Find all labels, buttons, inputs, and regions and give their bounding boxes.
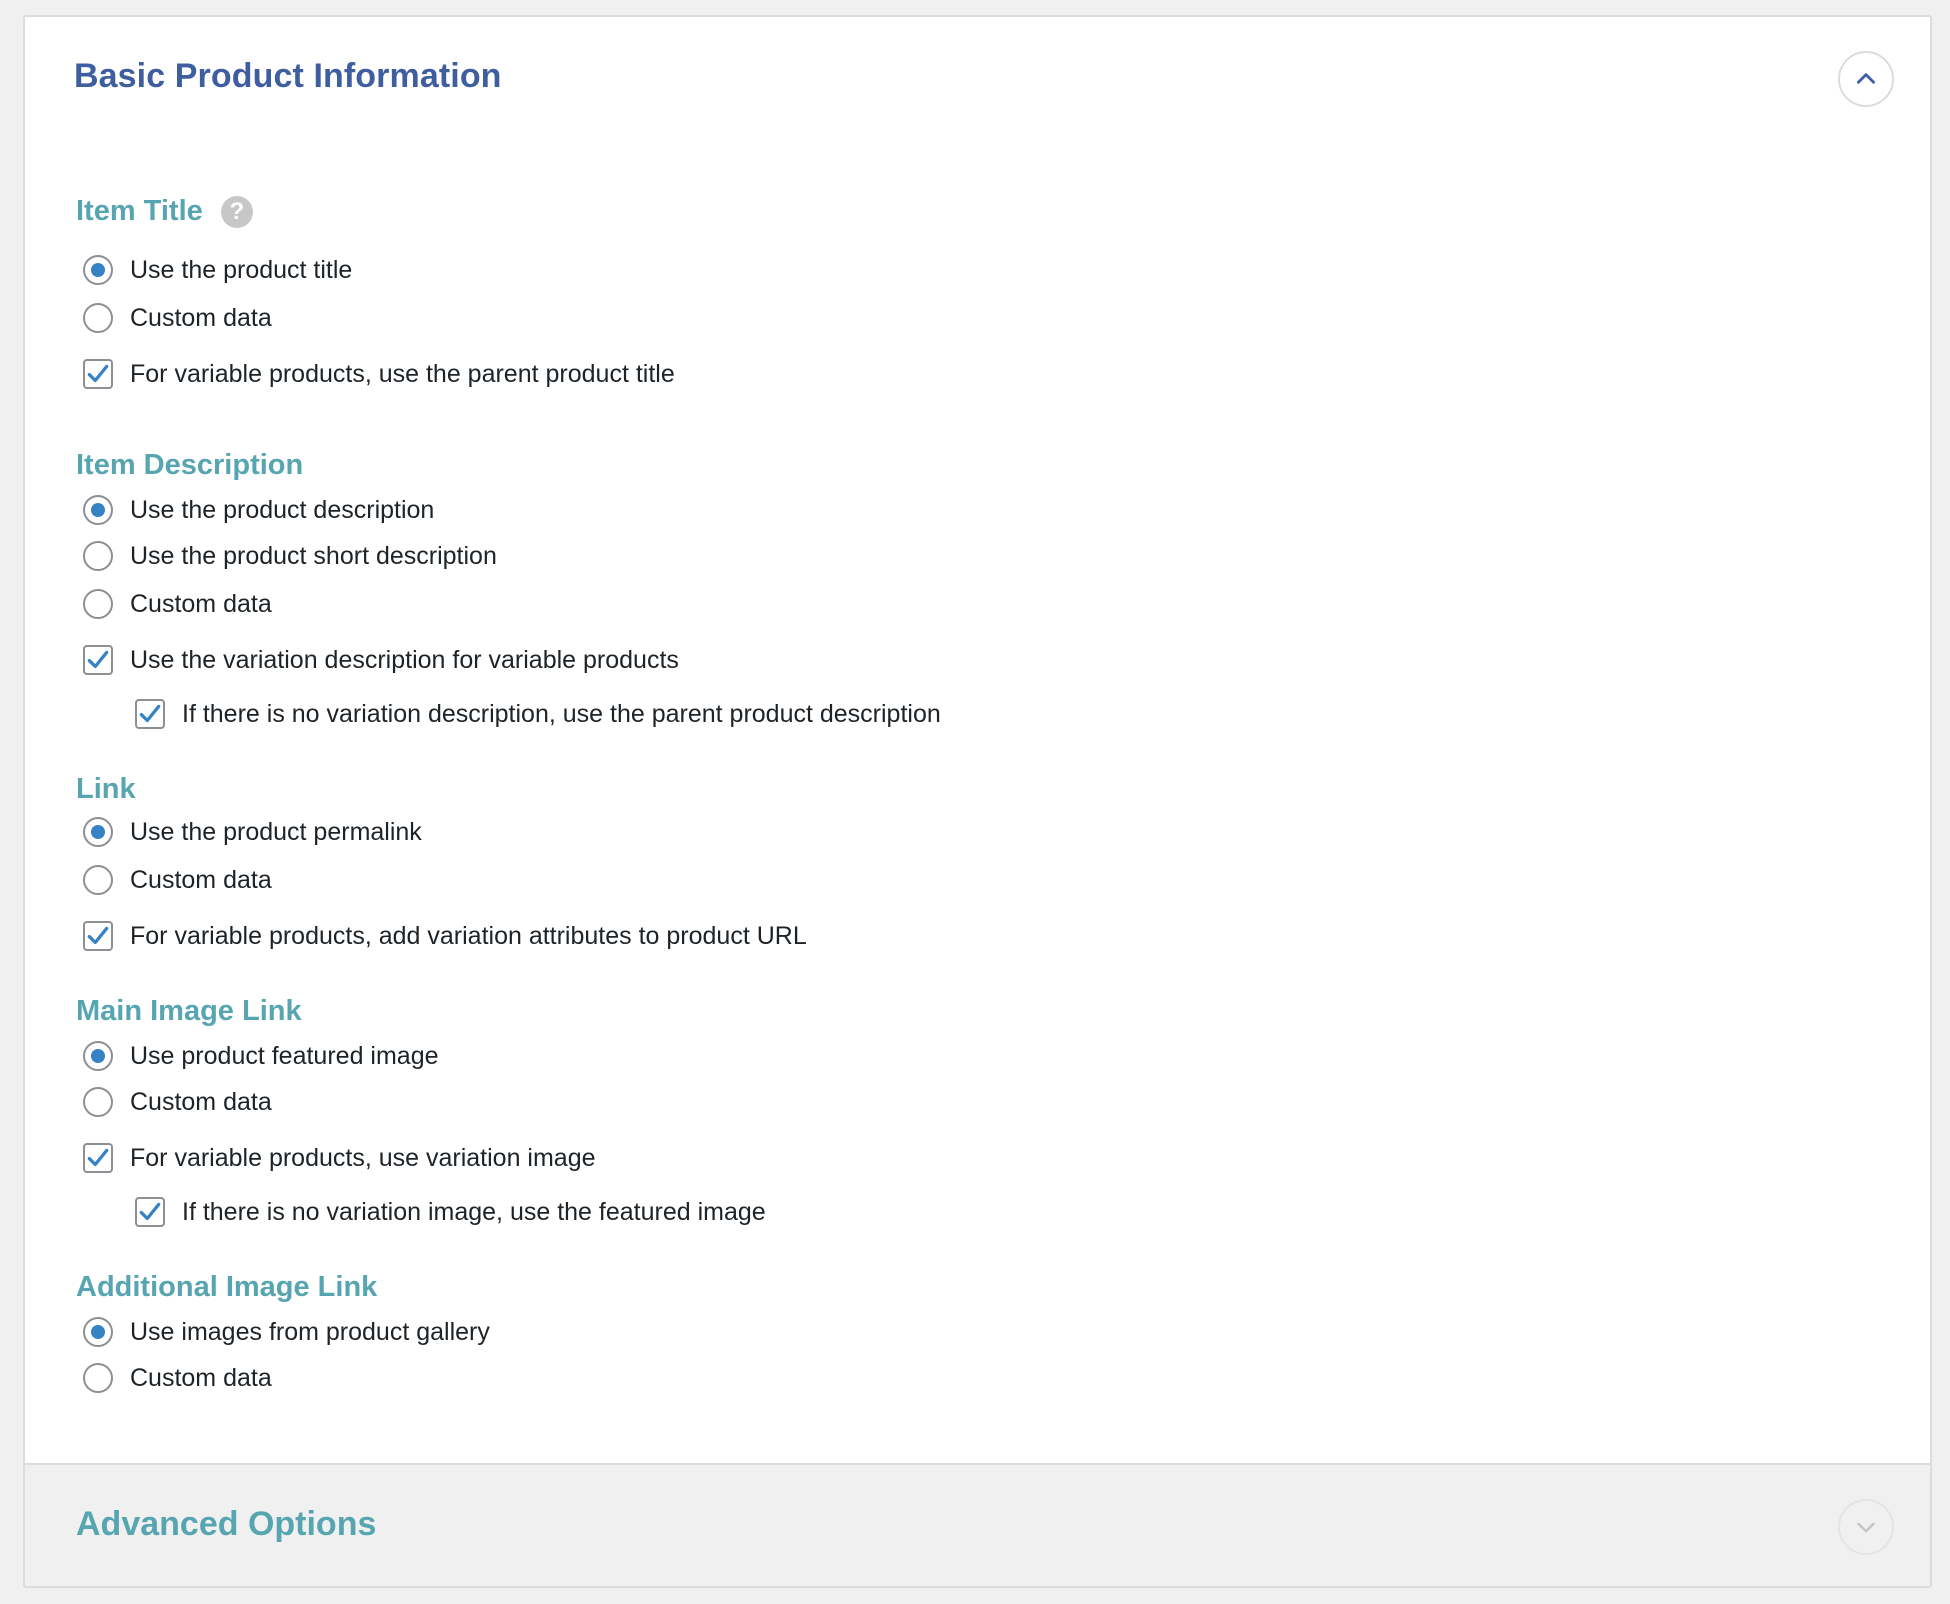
radio-label: Use the product short description — [130, 541, 497, 570]
checkbox[interactable] — [135, 699, 165, 729]
radio-button[interactable] — [83, 1087, 113, 1117]
radio-button[interactable] — [83, 303, 113, 333]
radio-option-custom-data[interactable] — [83, 303, 272, 333]
radio-option-use-product-title[interactable] — [83, 255, 352, 285]
section-title-main-image-link: Main Image Link — [76, 995, 302, 1027]
collapse-button[interactable] — [1838, 51, 1894, 107]
radio-button[interactable] — [83, 495, 113, 525]
panel-title: Basic Product Information — [74, 57, 502, 95]
section-title-item-title — [76, 195, 253, 228]
checkbox-label: If there is no variation image, use the featured image — [182, 1197, 766, 1226]
checkmark-icon — [85, 361, 111, 387]
checkbox[interactable] — [83, 359, 113, 389]
radio-option-custom-data[interactable] — [83, 865, 272, 895]
radio-label: Custom data — [130, 865, 272, 894]
checkbox[interactable] — [135, 1197, 165, 1227]
expand-button[interactable] — [1838, 1499, 1894, 1555]
checkbox-fallback-parent-description[interactable] — [135, 699, 941, 729]
checkbox[interactable] — [83, 1143, 113, 1173]
radio-label: Use product featured image — [130, 1041, 439, 1070]
radio-option-use-permalink[interactable] — [83, 817, 422, 847]
checkbox-variation-image[interactable] — [83, 1143, 596, 1173]
radio-button[interactable] — [83, 541, 113, 571]
radio-option-custom-data[interactable] — [83, 1363, 272, 1393]
radio-button[interactable] — [83, 865, 113, 895]
checkbox-label: For variable products, use variation image — [130, 1143, 596, 1172]
chevron-down-icon — [1853, 1514, 1879, 1540]
checkbox-label: For variable products, add variation attributes to product URL — [130, 921, 807, 950]
advanced-options-bar[interactable] — [25, 1463, 1930, 1588]
radio-button[interactable] — [83, 1041, 113, 1071]
section-title-item-description: Item Description — [76, 449, 304, 481]
radio-label: Custom data — [130, 1087, 272, 1116]
advanced-options-title: Advanced Options — [76, 1505, 377, 1543]
radio-label: Use the product description — [130, 495, 435, 524]
radio-label: Custom data — [130, 589, 272, 618]
checkbox-label: If there is no variation description, use the parent product description — [182, 699, 941, 728]
radio-label: Custom data — [130, 1363, 272, 1392]
chevron-up-icon — [1853, 66, 1879, 92]
panel-header — [25, 17, 1930, 149]
checkmark-icon — [85, 647, 111, 673]
checkmark-icon — [85, 923, 111, 949]
section-title-text: Item Title — [76, 195, 203, 227]
settings-panel — [23, 15, 1932, 1588]
radio-option-featured-image[interactable] — [83, 1041, 439, 1071]
radio-option-use-product-description[interactable] — [83, 495, 434, 525]
checkmark-icon — [85, 1145, 111, 1171]
radio-option-product-gallery[interactable] — [83, 1317, 490, 1347]
radio-button[interactable] — [83, 1317, 113, 1347]
radio-label: Use the product permalink — [130, 817, 422, 846]
section-title-additional-image-link: Additional Image Link — [76, 1271, 378, 1303]
checkbox-fallback-featured-image[interactable] — [135, 1197, 766, 1227]
help-icon[interactable]: ? — [221, 196, 253, 228]
radio-option-custom-data[interactable] — [83, 589, 272, 619]
radio-button[interactable] — [83, 817, 113, 847]
checkmark-icon — [137, 1199, 163, 1225]
checkbox[interactable] — [83, 645, 113, 675]
checkbox-variation-description[interactable] — [83, 645, 679, 675]
checkbox-parent-product-title[interactable] — [83, 359, 675, 389]
radio-label: Use the product title — [130, 255, 353, 284]
radio-option-custom-data[interactable] — [83, 1087, 272, 1117]
radio-button[interactable] — [83, 589, 113, 619]
checkmark-icon — [137, 701, 163, 727]
checkbox-variation-attributes-url[interactable] — [83, 921, 807, 951]
radio-button[interactable] — [83, 255, 113, 285]
checkbox-label: Use the variation description for variable products — [130, 645, 679, 674]
checkbox[interactable] — [83, 921, 113, 951]
radio-label: Custom data — [130, 303, 272, 332]
section-title-link: Link — [76, 773, 136, 805]
radio-label: Use images from product gallery — [130, 1317, 490, 1346]
radio-button[interactable] — [83, 1363, 113, 1393]
checkbox-label: For variable products, use the parent product title — [130, 359, 675, 388]
radio-option-use-short-description[interactable] — [83, 541, 497, 571]
